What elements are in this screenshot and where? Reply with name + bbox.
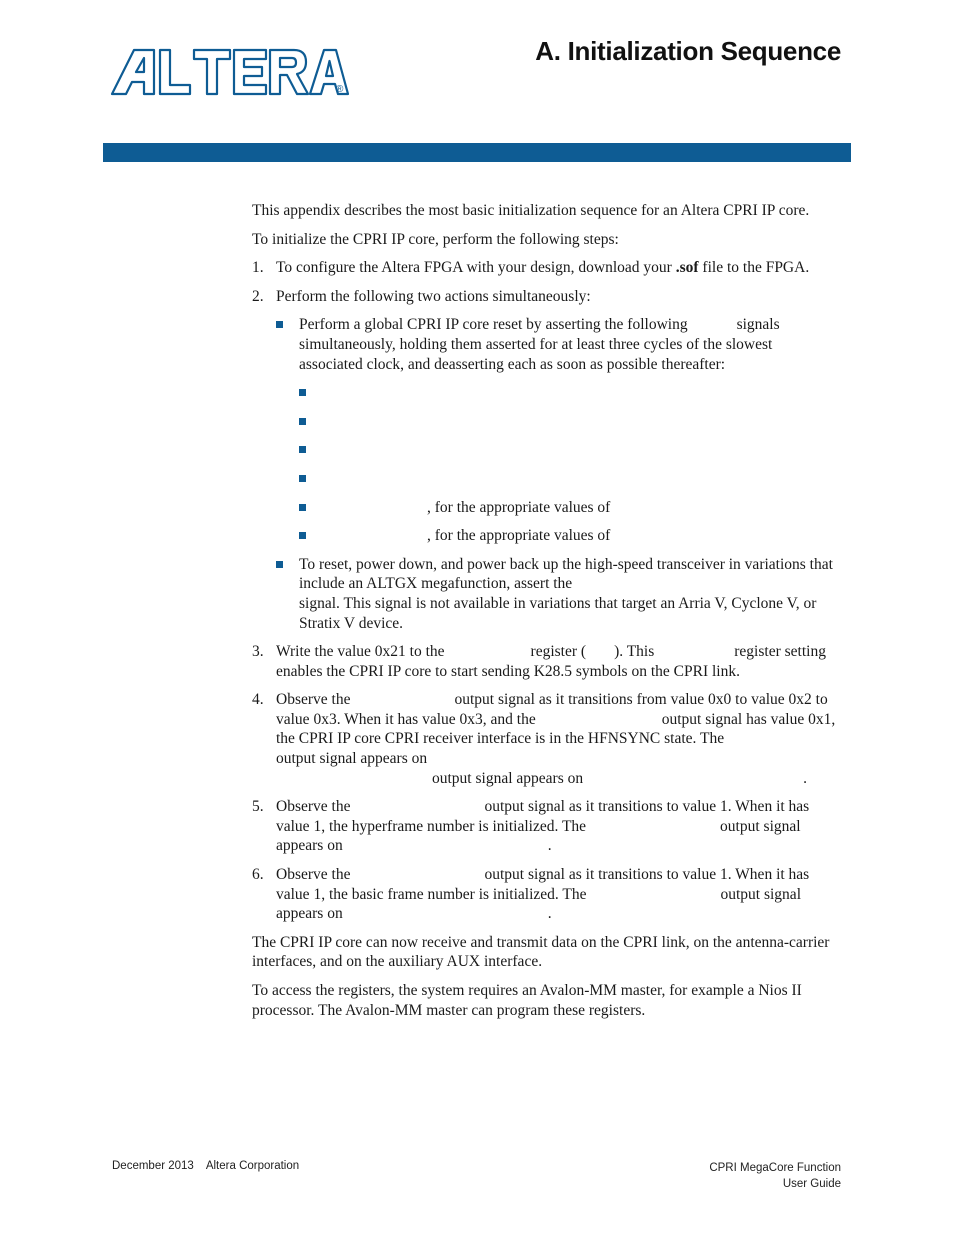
step-1 [252,258,838,278]
bullet-square-icon [276,561,283,568]
step-number: 3. [252,643,264,661]
bullet-square-icon [299,504,306,511]
sub-list-item [299,440,838,460]
step-6: 6. Observe the output signal as it transitions to value 1. When it has value 1, the basic frame number is initialized. The output signal appears on . [252,866,810,923]
footer-left [112,1160,311,1172]
sub-list-item: , for the appropriate values of [299,498,838,518]
lead-paragraph: To initialize the CPRI IP core, perform the following steps: [252,230,619,248]
footer-doc-title: CPRI MegaCore Function [709,1162,841,1174]
page-title: A. Initialization Sequence [535,36,841,66]
sof-filename: .sof [675,259,699,277]
sub-list-item: , for the appropriate values of [299,526,838,546]
bullet-square-icon [299,475,306,482]
closing-paragraph: To access the registers, the system requires an Avalon-MM master, for example a Nios II processor. The Avalon-MM master can program these registers. [252,982,802,1019]
step-number: 6. [252,866,264,884]
step-number: 2. [252,287,264,305]
bullet-square-icon [276,321,283,328]
list-item [276,315,838,374]
bullet-text: Perform a global CPRI IP core reset by asserting the following [299,316,688,334]
intro-paragraph: This appendix describes the most basic initialization sequence for an Altera CPRI IP core. [252,202,810,219]
footer-date: December 2013 [112,1160,194,1172]
bullet-square-icon [299,389,306,396]
sub-list-item [299,469,838,489]
step-4: 4. Observe the output signal as it transitions from value 0x0 to value 0x2 to value 0x3. When it has value 0x3, and the output signal has value 0x1, the CPRI IP core CPRI receiver interface is in the HFNSYNC state. Theoutput signal appears on output signal appears on . [252,691,836,787]
step-number: 5. [252,798,264,816]
step-text: Perform the following two actions simultaneously: [276,287,591,305]
sub-list-item [299,412,838,432]
sub-list-item [299,383,838,403]
list-item [276,555,838,633]
bullet-text: signal. This signal is not available in variations that target an Arria V, Cyclone V, or Stratix V device. [299,594,817,632]
closing-paragraph: The CPRI IP core can now receive and transmit data on the CPRI link, on the antenna-carrier interfaces, and on the auxiliary AUX interface. [252,933,830,971]
body-content [252,201,838,1029]
bullet-square-icon [299,532,306,539]
step-number: 4. [252,691,264,709]
footer-company: Altera Corporation [205,1160,300,1172]
bullet-square-icon [299,446,306,453]
step-3: 3. Write the value 0x21 to the register ( ). This register setting enables the CPRI IP core to start sending K28.5 symbols on the CPRI link. [252,643,826,680]
step-text: To configure the Altera FPGA with your design, download your [276,259,676,277]
bullet-square-icon [299,418,306,425]
altera-logo [110,44,350,100]
bullet-text: signals simultaneously, holding them asserted for at least three cycles of the slowest associated clock, and deasserting each as soon as possible thereafter: [299,316,780,373]
bullet-text: To reset, power down, and power back up the high-speed transceiver in variations that include an ALTGX megafunction, assert the [299,555,833,593]
header-bar [103,143,851,162]
registered-mark: ® [336,84,344,95]
footer-doc-type: User Guide [782,1178,841,1190]
step-2 [252,287,838,633]
footer-right [709,1160,841,1192]
step-5: 5. Observe the output signal as it transitions to value 1. When it has value 1, the hyperframe number is initialized. The output signal appears on . [252,798,810,855]
step-number: 1. [252,259,264,277]
step-text: file to the FPGA. [698,259,810,277]
